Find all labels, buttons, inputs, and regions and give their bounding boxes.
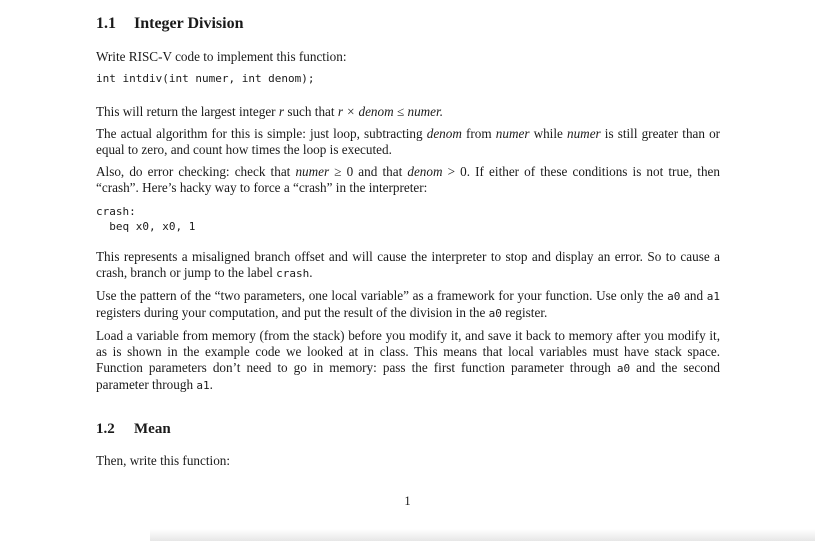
page-content [96, 14, 720, 469]
math-expression: r × denom ≤ numer. [337, 104, 444, 119]
misaligned-paragraph: This represents a misaligned branch offset and will cause the interpreter to stop and display an error. So to cause a crash, branch or jump to the label crash. [96, 249, 720, 280]
section-number: 1.1 [96, 15, 116, 32]
section-title: Integer Division [134, 15, 244, 32]
return-description: This will return the largest integer r such that r × denom ≤ numer. [96, 104, 444, 119]
section-number: 1.2 [96, 421, 115, 437]
page-number: 1 [404, 494, 411, 508]
error-check-paragraph: Also, do error checking: check that numer ≥ 0 and that denom > 0. If either of these conditions is not true, then “crash”. Here’s hacky way to force a “crash” in the interpreter: [96, 164, 720, 195]
var-r: r [278, 104, 285, 119]
code-label-crash: crash [276, 267, 310, 280]
section-heading-integer-division [96, 14, 720, 34]
section-heading-mean [96, 419, 720, 439]
page-shadow [150, 529, 815, 541]
load-paragraph: Load a variable from memory (from the stack) before you modify it, and save it back to memory after you modify it, as is shown in the example code we looked at in class. This means that local variables must have stack space. Function parameters don’t need to go in memory: pass the first function parameter through a0 and the second parameter through a1. [96, 328, 721, 392]
algorithm-paragraph: The actual algorithm for this is simple: just loop, subtracting denom from numer while numer is still greater than or equal to zero, and count how times the loop is executed. [96, 126, 721, 157]
function-signature: int intdiv(int numer, int denom); [96, 72, 315, 85]
mean-intro: Then, write this function: [96, 453, 231, 468]
intro-paragraph: Write RISC-V code to implement this function: [96, 49, 347, 64]
section-title: Mean [134, 421, 171, 437]
crash-code-block: crash: beq x0, x0, 1 [96, 205, 196, 233]
pattern-paragraph: Use the pattern of the “two parameters, one local variable” as a framework for your function. Use only the a0 and a1 registers during your computation, and put the result of the division in the a0 register. [96, 288, 721, 320]
